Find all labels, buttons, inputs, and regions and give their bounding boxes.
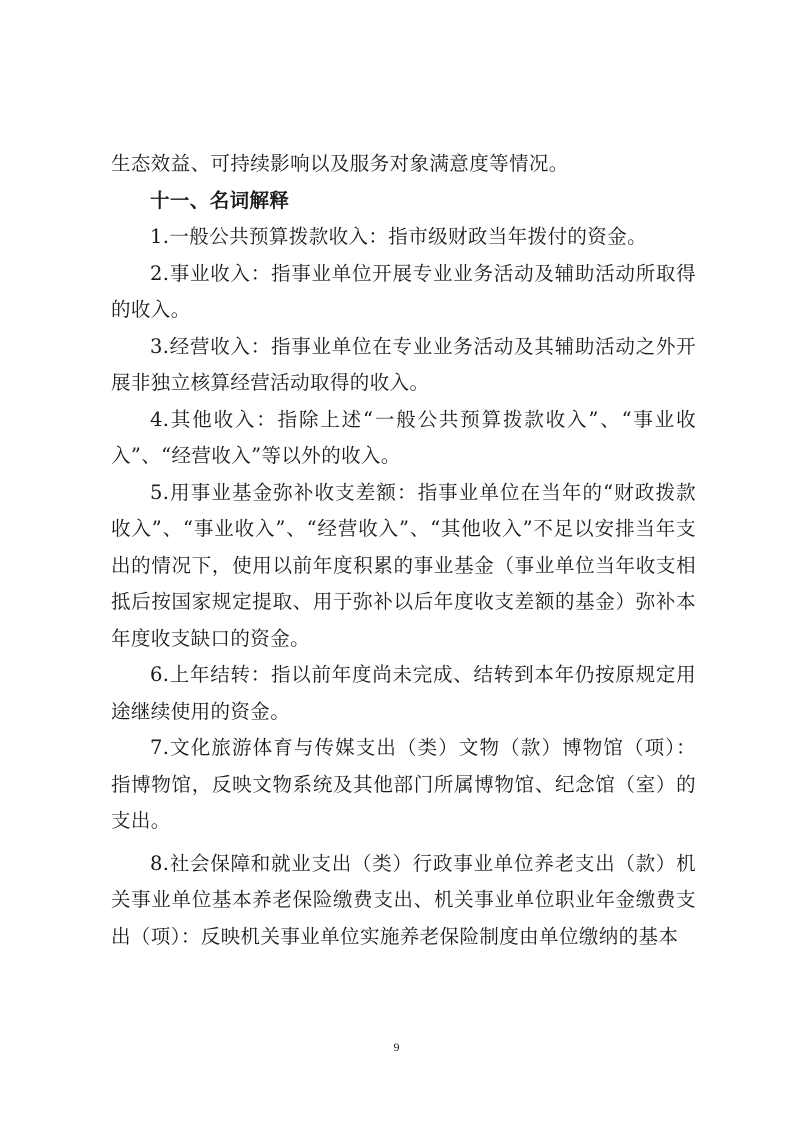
definition-item-7: 7.文化旅游体育与传媒支出（类）文物（款）博物馆（项）：指博物馆，反映文物系统及其他部门所属博物馆、纪念馆（室）的支出。 bbox=[111, 736, 696, 832]
section-heading: 十一、名词解释 bbox=[150, 188, 290, 212]
definition-item-6: 6.上年结转：指以前年度尚未完成、结转到本年仍按原规定用途继续使用的资金。 bbox=[111, 663, 696, 723]
document-body bbox=[111, 146, 696, 955]
definition-item-3: 3.经营收入：指事业单位在专业业务活动及其辅助活动之外开展非独立核算经营活动取得的收入。 bbox=[111, 334, 696, 394]
paragraph-continuation: 生态效益、可持续影响以及服务对象满意度等情况。 bbox=[111, 152, 569, 175]
definition-item-8: 8.社会保障和就业支出（类）行政事业单位养老支出（款）机关事业单位基本养老保险缴费支出、机关事业单位职业年金缴费支出（项）：反映机关事业单位实施养老保险制度由单位缴纳的基本 bbox=[111, 851, 696, 948]
page-number: 9 bbox=[393, 1040, 400, 1054]
definition-item-4: 4.其他收入：指除上述“一般公共预算拨款收入”、“事业收入”、“经营收入”等以外的收入。 bbox=[111, 407, 696, 467]
definition-item-5: 5.用事业基金弥补收支差额：指事业单位在当年的“财政拨款收入”、“事业收入”、“经营收入”、“其他收入”不足以安排当年支出的情况下，使用以前年度积累的事业基金（事业单位当年收支相抵后按国家规定提取、用于弥补以后年度收支差额的基金）弥补本年度收支缺口的资金。 bbox=[111, 480, 696, 650]
definition-item-2: 2.事业收入：指事业单位开展专业业务活动及辅助活动所取得的收入。 bbox=[111, 261, 696, 321]
definition-item-1: 1.一般公共预算拨款收入：指市级财政当年拨付的资金。 bbox=[150, 225, 648, 248]
